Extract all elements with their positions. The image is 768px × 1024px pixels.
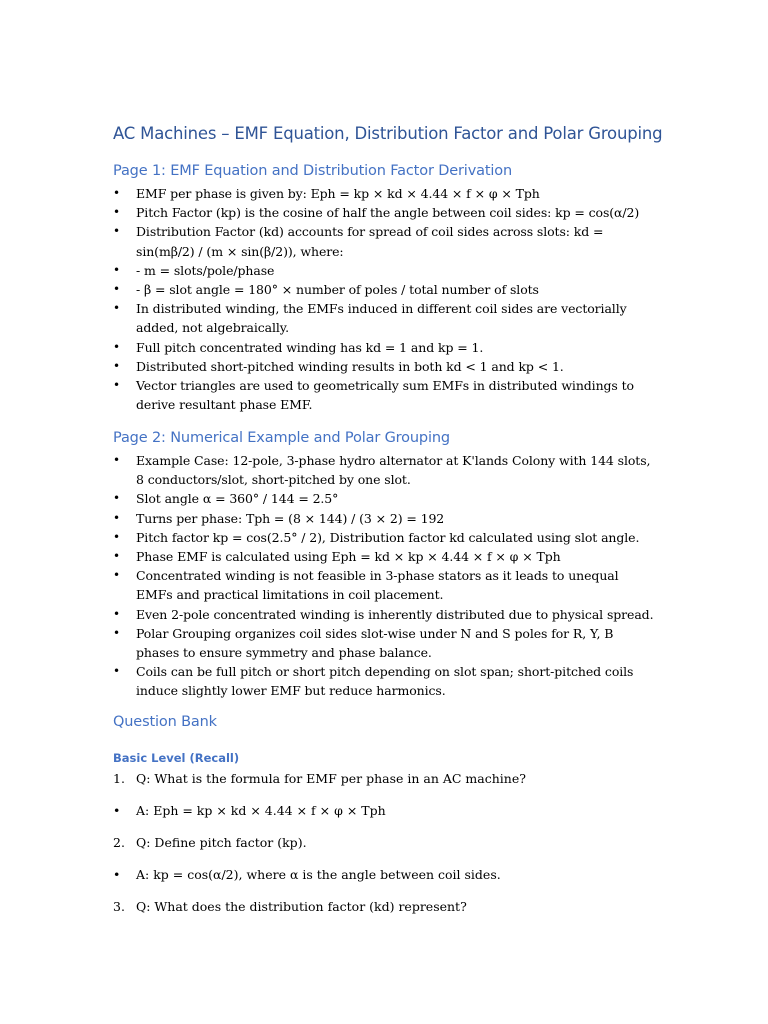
bullet-icon: • <box>113 568 120 583</box>
list-item: • Concentrated winding is not feasible in 3-phase stators as it leads to unequal EMFs and practical limitations in coil placement. <box>113 568 619 603</box>
question-item: 3. Q: What does the distribution factor (kd) represent? <box>113 899 467 914</box>
page1-bullet-list <box>113 184 658 414</box>
bullet-icon: • <box>113 549 120 564</box>
answer-item: • A: Eph = kp × kd × 4.44 × f × φ × Tph <box>113 803 386 818</box>
bullet-icon: • <box>113 491 120 506</box>
basic-level-heading: Basic Level (Recall) <box>113 751 240 765</box>
list-item: • Pitch factor kp = cos(2.5° / 2), Distribution factor kd calculated using slot angle. <box>113 528 658 547</box>
list-number: 1. <box>113 771 125 786</box>
list-item: • EMF per phase is given by: Eph = kp × kd × 4.44 × f × φ × Tph <box>113 184 658 203</box>
list-item: • Slot angle α = 360° / 144 = 2.5° <box>113 489 658 508</box>
bullet-icon: • <box>113 339 120 354</box>
bullet-icon: • <box>113 664 120 679</box>
list-item: • In distributed winding, the EMFs induced in different coil sides are vectorially added, not algebraically. <box>113 301 627 336</box>
question-item: 1. Q: What is the formula for EMF per phase in an AC machine? <box>113 771 526 786</box>
bullet-icon: • <box>113 453 120 467</box>
bullet-icon: • <box>113 867 121 882</box>
bullet-icon: • <box>113 358 120 373</box>
bullet-icon: • <box>113 378 120 393</box>
bullet-icon: • <box>113 529 120 544</box>
list-item: • Example Case: 12-pole, 3-phase hydro alternator at K'lands Colony with 144 slots, 8 conductors/slot, short-pitched by one slot. <box>113 453 651 488</box>
list-item: • Vector triangles are used to geometrically sum EMFs in distributed windings to derive resultant phase EMF. <box>113 378 634 413</box>
bullet-icon: • <box>113 282 120 297</box>
list-item: • Coils can be full pitch or short pitch depending on slot span; short-pitched coils induce slightly lower EMF but reduce harmonics. <box>113 664 634 699</box>
list-item: • Turns per phase: Tph = (8 × 144) / (3 × 2) = 192 <box>113 509 658 528</box>
list-item: • Full pitch concentrated winding has kd = 1 and kp = 1. <box>113 338 658 357</box>
page2-bullet-list <box>113 451 658 701</box>
bullet-icon: • <box>113 301 120 316</box>
list-item: • - β = slot angle = 180° × number of poles / total number of slots <box>113 280 658 299</box>
list-item: • - m = slots/pole/phase <box>113 261 658 280</box>
question-item: 2. Q: Define pitch factor (kp). <box>113 835 307 850</box>
list-number: 2. <box>113 835 125 850</box>
list-item: • Even 2-pole concentrated winding is inherently distributed due to physical spread. <box>113 605 658 624</box>
list-item: • Polar Grouping organizes coil sides slot-wise under N and S poles for R, Y, B phases to ensure symmetry and phase balance. <box>113 625 614 661</box>
bullet-icon: • <box>113 205 120 220</box>
question-bank-heading: Question Bank <box>113 714 217 730</box>
list-number: 3. <box>113 899 125 914</box>
bullet-icon: • <box>113 262 120 277</box>
bullet-icon: • <box>113 625 120 640</box>
page2-heading: Page 2: Numerical Example and Polar Grouping <box>113 430 450 446</box>
bullet-icon: • <box>113 510 120 525</box>
bullet-icon: • <box>113 606 120 621</box>
answer-item: • A: kp = cos(α/2), where α is the angle between coil sides. <box>113 867 501 882</box>
list-item: • Distributed short-pitched winding results in both kd < 1 and kp < 1. <box>113 357 658 376</box>
bullet-icon: • <box>113 224 120 239</box>
bullet-icon: • <box>113 803 121 818</box>
list-item: • Distribution Factor (kd) accounts for spread of coil sides across slots: kd = sin(mβ/2) / (m × sin(β/2)), where: <box>113 224 604 259</box>
bullet-icon: • <box>113 186 120 200</box>
list-item: • Pitch Factor (kp) is the cosine of half the angle between coil sides: kp = cos(α/2) <box>113 203 658 222</box>
page1-heading: Page 1: EMF Equation and Distribution Factor Derivation <box>113 163 513 179</box>
list-item: • Phase EMF is calculated using Eph = kd × kp × 4.44 × f × φ × Tph <box>113 547 658 566</box>
document-title: AC Machines – EMF Equation, Distribution Factor and Polar Grouping <box>113 124 663 143</box>
